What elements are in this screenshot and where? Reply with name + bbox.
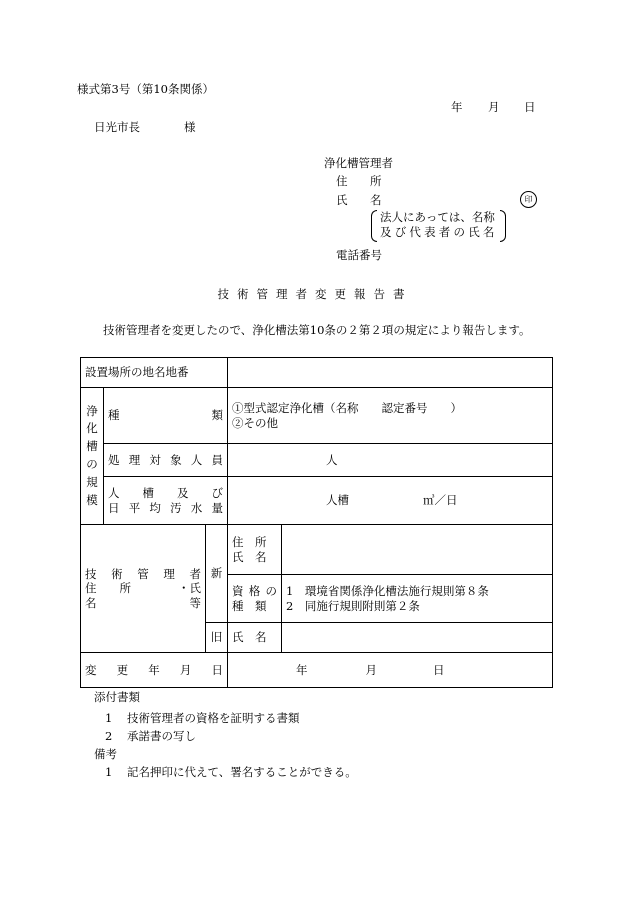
new-label: 新: [206, 525, 228, 623]
address-label-b: 所: [370, 174, 382, 188]
left-bracket: [371, 210, 377, 242]
seal-mark: 印: [520, 191, 537, 208]
attachments-heading: 添付書類: [94, 690, 140, 704]
volume-unit-daily: ㎥／日: [423, 493, 458, 508]
type-label: 種 類: [104, 388, 228, 444]
attachment-item: 1 技術管理者の資格を証明する書類: [105, 711, 300, 725]
tech-manager-label: 技術管理者 住 所 ・氏 名 等: [81, 525, 206, 653]
remark-item: 1 記名押印に代えて、署名することができる。: [105, 765, 357, 779]
qualification-field[interactable]: [282, 575, 553, 623]
location-label: 設置場所の地名地番: [81, 358, 228, 388]
name-label-a: 氏: [336, 193, 348, 207]
qualification-label: 資格の 種 類: [228, 575, 282, 623]
applicant-title: 浄化槽管理者: [324, 156, 393, 170]
address-label-a: 住: [336, 174, 348, 188]
old-name-field[interactable]: [282, 623, 553, 653]
scale-group-label: 浄 化 槽 の 規 模: [81, 388, 104, 525]
corporation-note: [371, 210, 506, 240]
new-address-name-field[interactable]: [282, 525, 553, 575]
old-label: 旧: [206, 623, 228, 653]
qualification-option-1: 1 環境省関係浄化槽法施行規則第８条: [286, 584, 489, 599]
remarks-heading: 備考: [94, 747, 117, 761]
addressee-honorific: 様: [184, 120, 196, 134]
type-field[interactable]: [228, 388, 553, 444]
addressee: 日光市長: [94, 120, 140, 134]
attachment-item: 2 承諾書の写し: [105, 729, 196, 743]
form-number: 様式第3号（第10条関係）: [77, 82, 214, 96]
document-body: 技術管理者を変更したので、浄化槽法第10条の２第２項の規定により報告します。: [103, 323, 531, 337]
corporation-note-line2: 及び代表者の氏名: [380, 225, 498, 239]
change-date-field[interactable]: [228, 653, 553, 688]
new-address-name-label: 住 所 氏 名: [228, 525, 282, 575]
persons-unit: 人: [326, 452, 338, 467]
change-date-label: 変 更 年 月 日: [81, 653, 228, 688]
change-date-day: 日: [433, 662, 445, 677]
change-date-year: 年: [296, 662, 308, 677]
volume-label: 人 槽 及 び 日平均汚水量: [104, 477, 228, 525]
persons-label: 処理対象人員: [104, 444, 228, 477]
change-date-month: 月: [365, 662, 377, 677]
document-title: 技術管理者変更報告書: [217, 287, 413, 301]
date-month-label: 月: [488, 100, 500, 114]
location-field[interactable]: [228, 358, 553, 388]
type-option-2: ②その他: [232, 415, 278, 430]
volume-field[interactable]: [228, 477, 553, 525]
right-bracket: [500, 210, 506, 242]
type-option-1: ①型式認定浄化槽（名称 認定番号 ）: [232, 401, 462, 416]
report-table: [80, 357, 553, 688]
date-year-label: 年: [451, 100, 463, 114]
old-name-label: 氏 名: [228, 623, 282, 653]
volume-unit-persons: 人槽: [326, 493, 349, 508]
corporation-note-line1: 法人にあっては、名称: [380, 210, 495, 224]
qualification-option-2: 2 同施行規則附則第２条: [286, 598, 420, 613]
phone-label: 電話番号: [336, 248, 382, 262]
persons-field[interactable]: [228, 444, 553, 477]
name-label-b: 名: [370, 193, 382, 207]
date-day-label: 日: [524, 100, 536, 114]
